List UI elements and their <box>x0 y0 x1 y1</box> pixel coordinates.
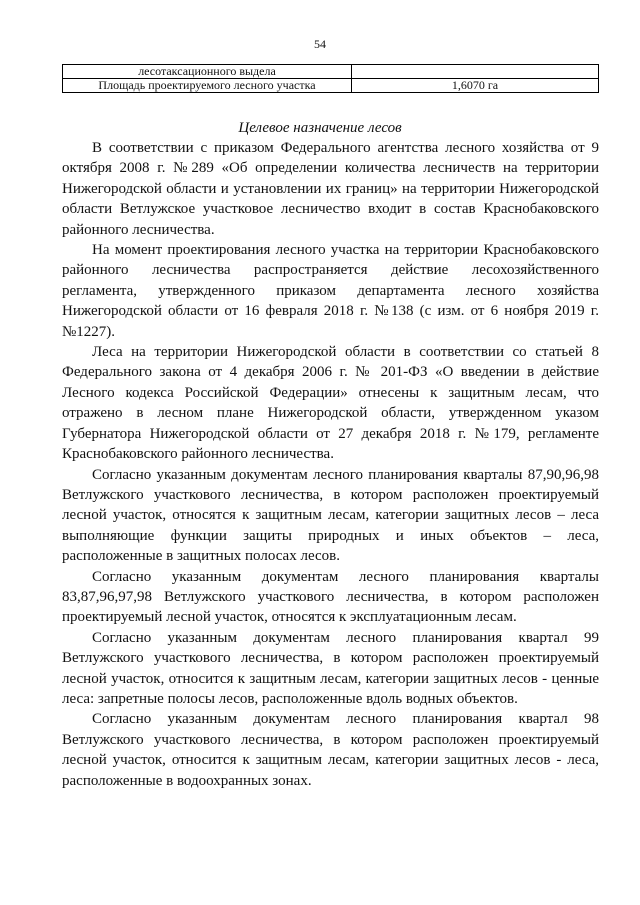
paragraph: Согласно указанным документам лесного планирования квартал 98 Ветлужского участкового лесничества, в котором расположен проектируемый лесной участок, относится к защитным лесам, категории защитных лесов - леса, расположенные в водоохранных зонах. <box>62 711 599 789</box>
paragraph: Леса на территории Нижегородской области в соответствии со статьей 8 Федерального закона от 4 декабря 2006 г. № 201-ФЗ «О введении в действие Лесного кодекса Российской Федерации» отнесены к защитным лесам, что отражено в лесном плане Нижегородской области, утвержденном указом Губернатора Нижегородской области от 27 декабря 2018 г. №179, регламенте Краснобаковского районного лесничества. <box>62 344 599 463</box>
paragraph: Согласно указанным документам лесного планирования кварталы 87,90,96,98 Ветлужского участкового лесничества, в котором расположен проектируемый лесной участок, относятся к защитным лесам, категории защитных лесов – леса выполняющие функции защиты природных и иных объектов – леса, расположенные в защитных полосах лесов. <box>62 466 599 565</box>
paragraph: На момент проектирования лесного участка на территории Краснобаковского районного лесничества распространяется действие лесохозяйственного регламента, утвержденного приказом департамента лесного хозяйства Нижегородской области от 16 февраля 2018 г. №138 (с изм. от 6 ноября 2019 г. №1227). <box>62 242 599 340</box>
table-cell <box>352 65 599 79</box>
info-table <box>62 64 599 93</box>
table-row <box>63 79 599 93</box>
table-cell: 1,6070 га <box>352 79 599 93</box>
section-title: Целевое назначение лесов <box>238 120 402 136</box>
paragraph: В соответствии с приказом Федерального агентства лесного хозяйства от 9 октября 2008 г. №289 «Об определении количества лесничеств на территории Нижегородской области и установлении их границ» на территории Нижегородской области Ветлужское участковое лесничество входит в состав Краснобаковского районного лесничества. <box>62 140 599 238</box>
page-number: 54 <box>314 37 326 51</box>
table-cell: Площадь проектируемого лесного участка <box>63 79 352 93</box>
paragraph: Согласно указанным документам лесного планирования квартал 99 Ветлужского участкового лесничества, в котором расположен проектируемый лесной участок, относится к защитным лесам, категории защитных лесов - ценные леса: запретные полосы лесов, расположенные вдоль водных объектов. <box>62 629 599 707</box>
table-cell: лесотаксационного выдела <box>63 65 352 79</box>
body-text <box>62 138 599 791</box>
paragraph: Согласно указанным документам лесного планирования кварталы 83,87,96,97,98 Ветлужского участкового лесничества, в котором расположен проектируемый лесной участок, относятся к эксплуатационным лесам. <box>62 568 599 626</box>
table-row <box>63 65 599 79</box>
